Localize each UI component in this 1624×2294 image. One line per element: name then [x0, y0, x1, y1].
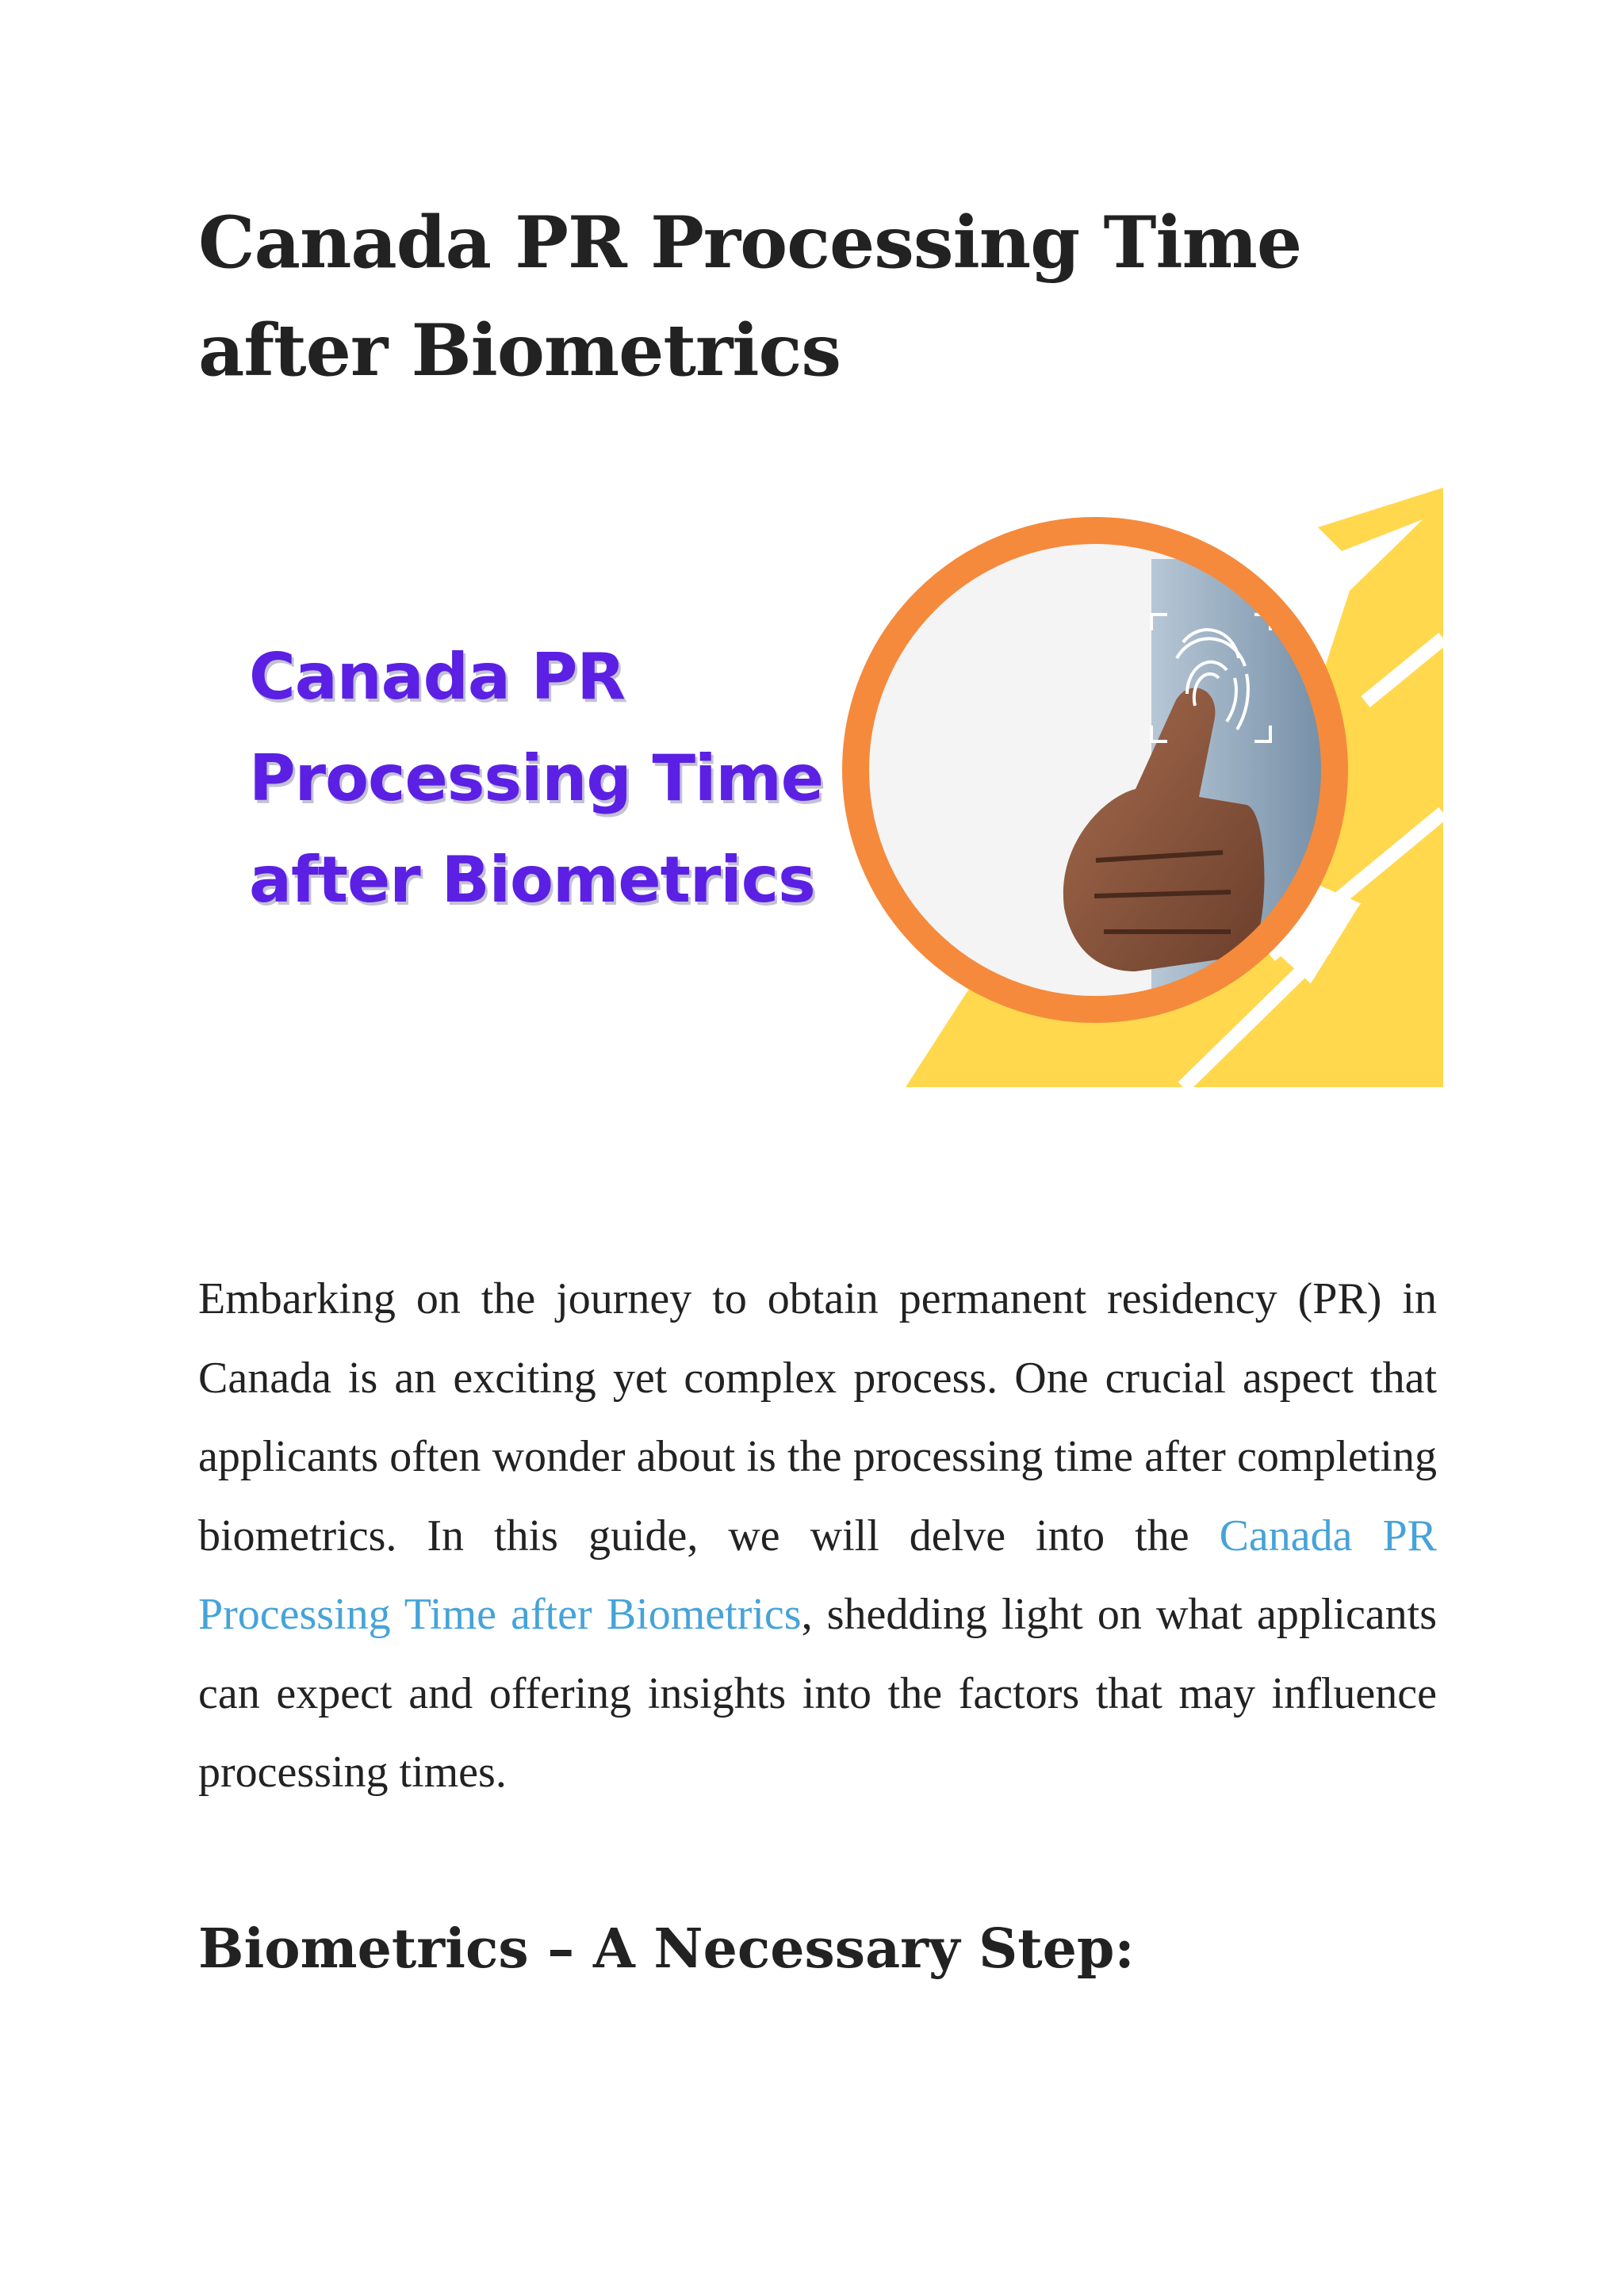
article-link[interactable]: Canada PR Processing Time after Biometrics: [198, 1511, 1437, 1639]
hero-headline-line: after Biometrics: [249, 843, 815, 917]
intro-text-after-link: , shedding light on what applicants can expect and offering insights into the factors that may influence processing times.: [198, 1590, 1437, 1797]
intro-paragraph: [198, 1260, 1437, 1813]
section-heading: Biometrics – A Necessary Step:: [198, 1917, 1135, 1981]
hero-headline-line: Canada PR: [249, 640, 625, 714]
intro-text-before-link: Embarking on the journey to obtain permanent residency (PR) in Canada is an exciting yet complex process. One crucial aspect that applicants often wonder about is the processing time after completing biometrics. In this guide, we will delve into the: [198, 1274, 1437, 1561]
hero-headline: [249, 626, 823, 931]
page-title: Canada PR Processing Time after Biometrics: [198, 201, 1302, 393]
hero-headline-line: Processing Time: [249, 741, 824, 815]
hero-image: [200, 464, 1443, 1087]
